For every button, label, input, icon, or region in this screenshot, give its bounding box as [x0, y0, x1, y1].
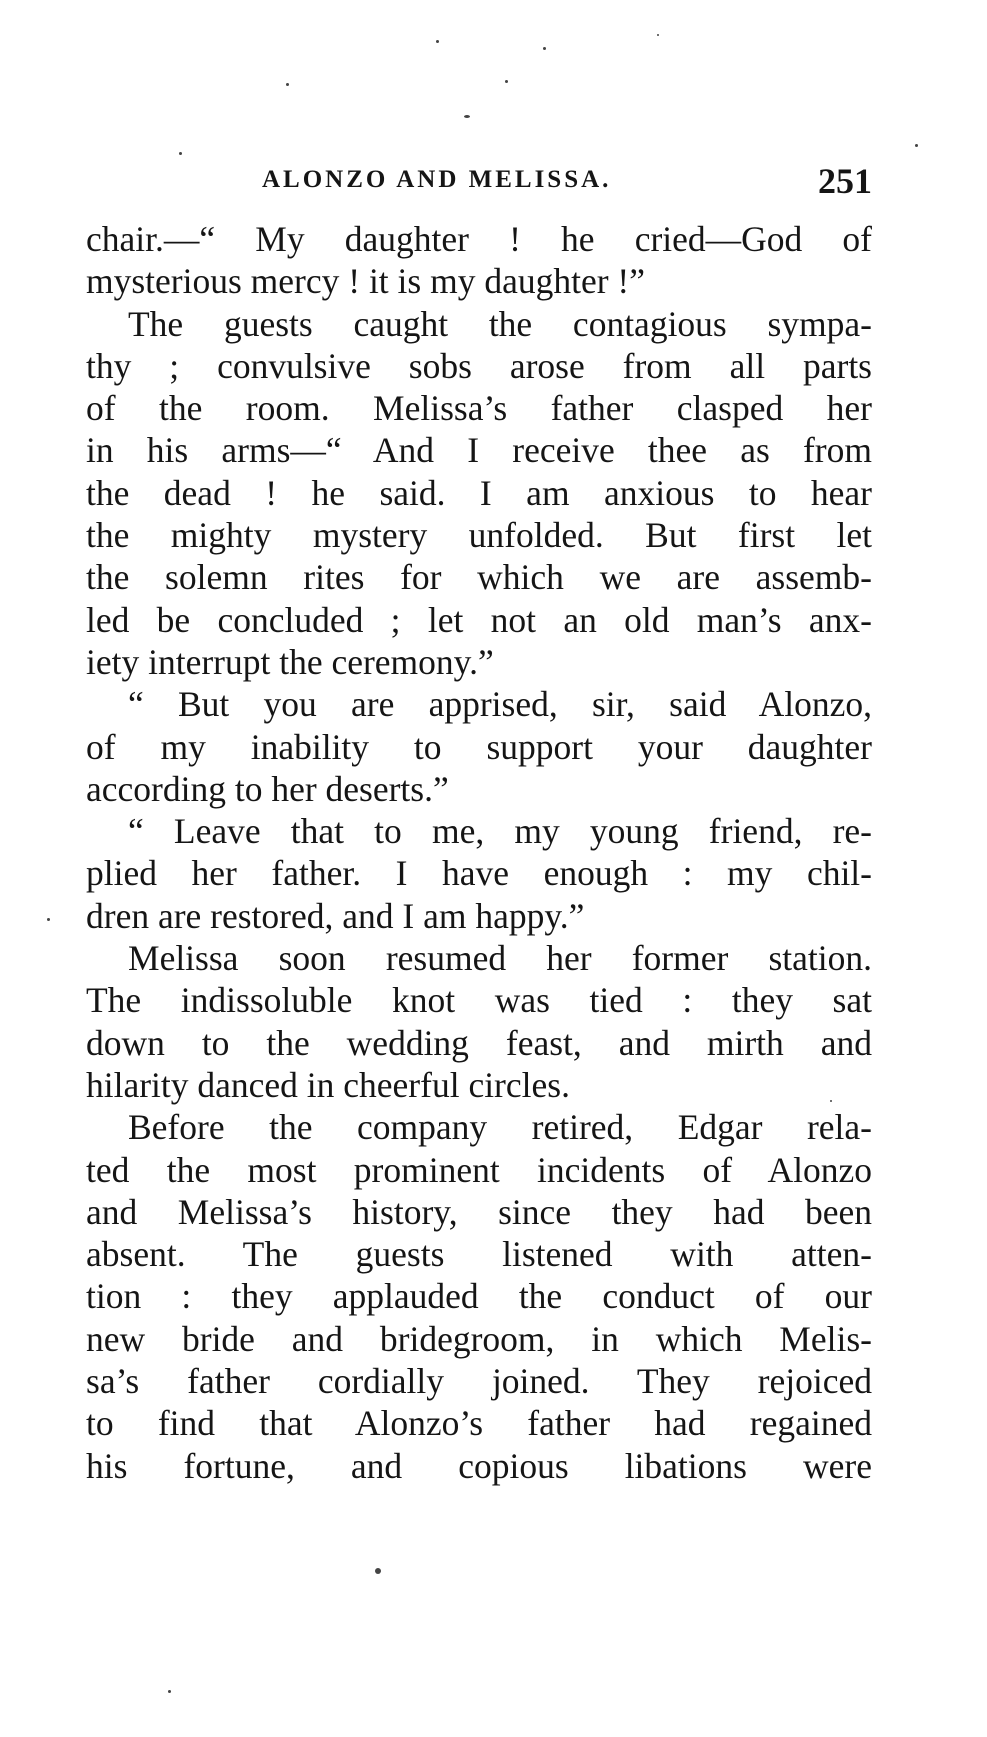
scan-speck [915, 144, 918, 147]
text-line: hilarity danced in cheerful circles. [86, 1064, 570, 1105]
scan-speck [436, 40, 439, 43]
text-line: ted the most prominent incidents of Alonzo [86, 1149, 872, 1190]
scan-speck [375, 1568, 381, 1574]
body-text [86, 218, 872, 1487]
text-line: tion : they applauded the conduct of our [86, 1276, 872, 1317]
text-line: of the room. Melissa’s father clasped her [86, 388, 872, 429]
text-line: to find that Alonzo’s father had regained [86, 1403, 872, 1444]
text-line: “ But you are apprised, sir, said Alonzo, [128, 684, 872, 725]
text-line: chair.—“ My daughter ! he cried—God of [86, 219, 872, 259]
running-head: ALONZO AND MELISSA. [262, 166, 612, 193]
text-line: plied her father. I have enough : my chil- [86, 853, 872, 894]
scan-speck [830, 1100, 832, 1102]
scan-speck [543, 47, 546, 50]
page-number: 251 [818, 161, 872, 201]
text-line: of my inability to support your daughter [86, 726, 872, 767]
text-line: thy ; convulsive sobs arose from all parts [86, 345, 872, 386]
text-line: The guests caught the contagious sympa- [128, 303, 872, 344]
scan-speck [657, 34, 659, 36]
scan-speck [505, 80, 508, 83]
scan-speck [464, 115, 470, 118]
text-line: absent. The guests listened with atten- [86, 1234, 872, 1275]
text-line: dren are restored, and I am happy.” [86, 895, 585, 936]
text-line: Melissa soon resumed her former station. [128, 938, 872, 979]
text-line: the mighty mystery unfolded. But first let [86, 515, 872, 556]
page-header [86, 160, 872, 206]
text-line: and Melissa’s history, since they had been [86, 1191, 872, 1232]
scan-speck [286, 83, 289, 86]
text-line: mysterious mercy ! it is my daughter !” [86, 261, 645, 302]
scan-speck [47, 918, 50, 921]
text-line: Before the company retired, Edgar rela- [128, 1107, 872, 1148]
text-line: according to her deserts.” [86, 768, 449, 809]
text-line: down to the wedding feast, and mirth and [86, 1022, 872, 1063]
text-line: led be concluded ; let not an old man’s anx- [86, 599, 872, 640]
text-line: new bride and bridegroom, in which Melis- [86, 1318, 872, 1359]
text-line: in his arms—“ And I receive thee as from [86, 430, 872, 471]
scan-speck [179, 152, 182, 155]
text-line: sa’s father cordially joined. They rejoiced [86, 1361, 872, 1402]
text-line: the dead ! he said. I am anxious to hear [86, 472, 872, 513]
text-line: The indissoluble knot was tied : they sat [86, 980, 872, 1021]
text-line: his fortune, and copious libations were [86, 1445, 872, 1486]
text-line: the solemn rites for which we are assemb- [86, 557, 872, 598]
scan-speck [168, 1690, 171, 1693]
text-line: “ Leave that to me, my young friend, re- [128, 811, 872, 852]
text-line: iety interrupt the ceremony.” [86, 641, 494, 682]
